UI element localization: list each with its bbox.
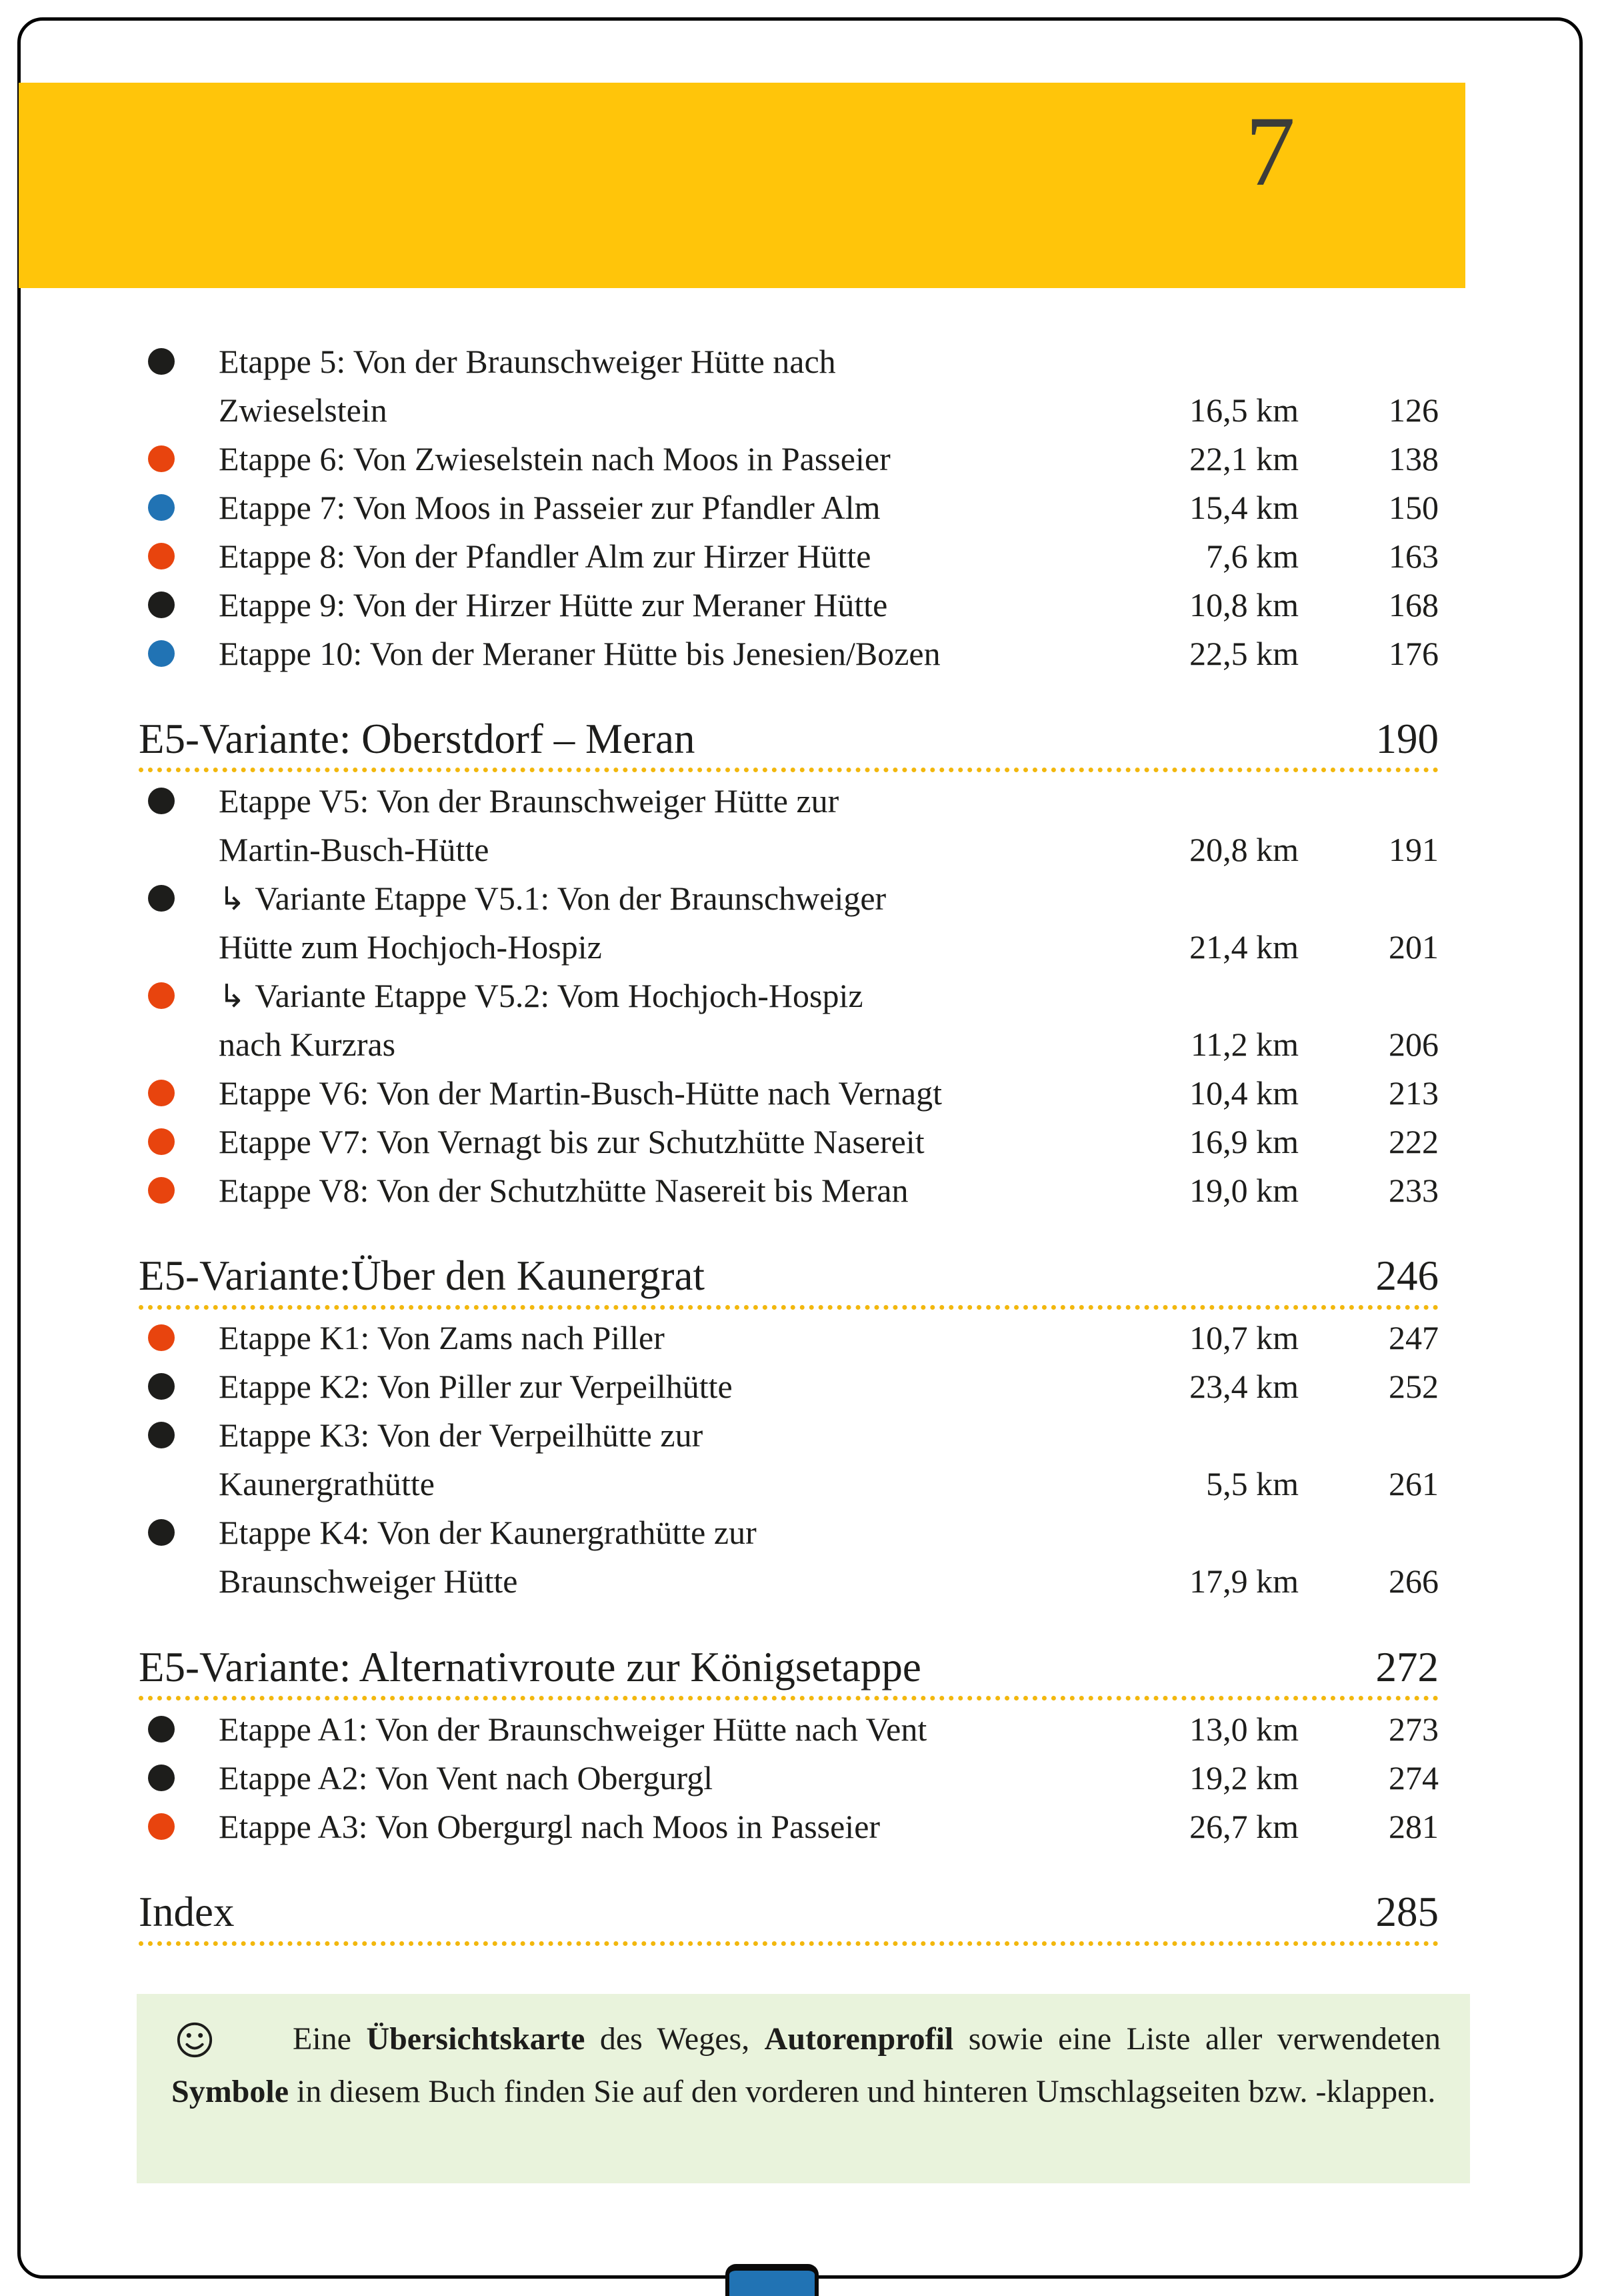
bullet-cell [148,348,219,375]
page-ref: 126 [1389,391,1439,429]
distance-value: 26,7 km [1189,1807,1299,1845]
page-ref: 150 [1389,488,1439,526]
stage-bullet-red [148,445,175,472]
toc-entry-line [0,1704,1600,1753]
stage-title: Etappe V6: Von der Martin-Busch-Hütte nach Vernagt [219,1074,942,1112]
page-ref: 266 [1389,1562,1439,1600]
distance-value: 11,2 km [1190,1025,1299,1063]
toc-entry-line [0,385,1600,434]
stage-title: Etappe V5: Von der Braunschweiger Hütte zur [219,782,839,820]
stage-bullet-red [148,1177,175,1204]
distance-value: 19,2 km [1189,1759,1299,1797]
bullet-cell [148,1128,219,1155]
page-ref: 274 [1389,1759,1439,1797]
page-number-display: 7 [1245,96,1295,207]
stage-title: Etappe 8: Von der Pfandler Alm zur Hirzer Hütte [219,537,871,575]
stage-title: Etappe K1: Von Zams nach Piller [219,1319,665,1357]
stage-title: Hütte zum Hochjoch-Hospiz [219,928,602,966]
stage-title: Etappe A2: Von Vent nach Obergurgl [219,1759,713,1797]
stage-bullet-black [148,592,175,618]
stage-title: Etappe V7: Von Vernagt bis zur Schutzhütte Nasereit [219,1122,925,1160]
bullet-cell [148,1373,219,1400]
page-ref: 233 [1389,1171,1439,1209]
toc-entry-line [0,1411,1600,1460]
stage-bullet-blue [148,640,175,667]
stage-title: Etappe K4: Von der Kaunergrathütte zur [219,1514,757,1552]
page-ref: 206 [1389,1025,1439,1063]
info-text-segment: Eine [293,2021,367,2057]
distance-value: 13,0 km [1189,1710,1299,1748]
distance-value: 17,9 km [1189,1562,1299,1600]
section-heading [139,715,1439,772]
variant-arrow-icon: ↳ [219,977,246,1015]
stage-bullet-black [148,1765,175,1791]
bullet-cell [148,1765,219,1791]
stage-title: Etappe 10: Von der Meraner Hütte bis Jenesien/Bozen [219,634,941,672]
info-text-bold: Übersichtskarte [366,2021,585,2057]
page-ref: 261 [1389,1465,1439,1503]
distance-value: 21,4 km [1189,928,1299,966]
dotted-leader [139,1305,1439,1310]
toc-entry-line [0,337,1600,385]
distance-value: 23,4 km [1189,1368,1299,1406]
toc-entry-line [0,434,1600,483]
dotted-leader [139,768,1439,772]
toc [0,337,1600,1950]
toc-entry-line [0,629,1600,678]
bullet-cell [148,1324,219,1351]
distance-value: 15,4 km [1189,488,1299,526]
stage-bullet-red [148,1128,175,1155]
stage-bullet-red [148,543,175,569]
toc-entry-line [0,1314,1600,1362]
section-heading-page: 285 [1375,1889,1439,1936]
page-ref: 138 [1389,439,1439,477]
toc-entry-line [0,1557,1600,1606]
header-band [19,83,1465,288]
stage-title: Etappe 5: Von der Braunschweiger Hütte nach [219,342,836,380]
stage-title: Braunschweiger Hütte [219,1562,518,1600]
section-heading [139,1252,1439,1309]
distance-value: 5,5 km [1206,1465,1299,1503]
page-ref: 273 [1389,1710,1439,1748]
stage-title: ↳ Variante Etappe V5.2: Vom Hochjoch-Hospiz [219,976,863,1015]
distance-value: 10,4 km [1189,1074,1299,1112]
toc-entry-line [0,922,1600,971]
distance-value: 16,9 km [1189,1122,1299,1160]
info-text-segment: sowie eine Liste aller verwendeten [953,2021,1441,2057]
stage-title: nach Kurzras [219,1025,396,1063]
page-ref: 176 [1389,634,1439,672]
toc-entry-line [0,825,1600,874]
bullet-cell [148,1519,219,1546]
bullet-cell [148,788,219,814]
page-ref: 163 [1389,537,1439,575]
page-ref: 247 [1389,1319,1439,1357]
section-heading [139,1888,1439,1945]
info-text-segment: in diesem Buch finden Sie auf den vorderen und hinteren Umschlagseiten bzw. -klappen. [289,2074,1436,2109]
bullet-cell [148,1080,219,1106]
info-text-bold: Autorenprofil [764,2021,954,2057]
variant-arrow-icon: ↳ [219,880,246,918]
bullet-cell [148,445,219,472]
info-text [171,2021,1441,2109]
stage-title: Etappe A3: Von Obergurgl nach Moos in Passeier [219,1807,881,1845]
stage-title: Kaunergrathütte [219,1465,435,1503]
bullet-cell [148,1422,219,1448]
stage-bullet-blue [148,494,175,521]
page-ref: 281 [1389,1807,1439,1845]
stage-bullet-black [148,1716,175,1743]
page-ref: 191 [1389,830,1439,868]
distance-value: 22,1 km [1189,439,1299,477]
stage-title: Etappe 7: Von Moos in Passeier zur Pfandler Alm [219,488,881,526]
bullet-cell [148,1813,219,1840]
stage-bullet-black [148,1519,175,1546]
info-text-bold: Symbole [171,2074,289,2109]
page-ref: 201 [1389,928,1439,966]
distance-value: 22,5 km [1189,634,1299,672]
bullet-cell [148,1716,219,1743]
toc-entry-line [0,1460,1600,1508]
page-ref: 252 [1389,1368,1439,1406]
toc-entry-line [0,971,1600,1020]
section-heading-label: E5-Variante: Oberstdorf – Meran [139,716,695,762]
toc-entry-line [0,1802,1600,1851]
stage-title: Etappe V8: Von der Schutzhütte Nasereit bis Meran [219,1171,909,1209]
distance-value: 19,0 km [1189,1171,1299,1209]
toc-entry-line [0,1362,1600,1411]
bullet-cell [148,494,219,521]
dotted-leader [139,1941,1439,1946]
section-heading-page: 246 [1375,1252,1439,1300]
page-ref: 213 [1389,1074,1439,1112]
stage-bullet-black [148,885,175,912]
section-heading-page: 190 [1375,716,1439,762]
distance-value: 7,6 km [1206,537,1299,575]
stage-bullet-red [148,982,175,1009]
toc-entry-line [0,776,1600,825]
bullet-cell [148,982,219,1009]
toc-entry-line [0,580,1600,629]
distance-value: 10,8 km [1189,586,1299,624]
section-heading-label: Index [139,1889,235,1936]
dotted-leader [139,1696,1439,1700]
page-ref: 168 [1389,586,1439,624]
toc-entry-line [0,1508,1600,1557]
page-ref: 222 [1389,1122,1439,1160]
stage-bullet-black [148,1422,175,1448]
section-heading-label: E5-Variante: Alternativroute zur Königsetappe [139,1643,921,1690]
stage-title: Etappe K3: Von der Verpeilhütte zur [219,1416,703,1454]
bullet-cell [148,543,219,569]
toc-entry-line [0,1020,1600,1068]
info-text-segment: des Weges, [585,2021,765,2057]
stage-title: Zwieselstein [219,391,387,429]
section-heading-page: 272 [1375,1643,1439,1690]
stage-title: Martin-Busch-Hütte [219,830,489,868]
distance-value: 10,7 km [1189,1319,1299,1357]
smiley-icon [175,2021,214,2059]
stage-title: Etappe A1: Von der Braunschweiger Hütte nach Vent [219,1710,927,1748]
stage-bullet-red [148,1813,175,1840]
toc-entry-line [0,531,1600,580]
distance-value: 16,5 km [1189,391,1299,429]
stage-title: ↳ Variante Etappe V5.1: Von der Braunschweiger [219,879,887,918]
toc-entry-line [0,874,1600,922]
stage-bullet-black [148,788,175,814]
section-heading-label: E5-Variante:Über den Kaunergrat [139,1252,705,1300]
section-heading [139,1643,1439,1700]
bottom-tab-artifact [725,2264,819,2296]
distance-value: 20,8 km [1189,830,1299,868]
stage-bullet-black [148,348,175,375]
stage-bullet-black [148,1373,175,1400]
toc-entry-line [0,1166,1600,1214]
toc-entry-line [0,1117,1600,1166]
stage-title: Etappe 6: Von Zwieselstein nach Moos in Passeier [219,439,891,477]
toc-entry-line [0,483,1600,531]
info-box [137,1994,1470,2183]
stage-bullet-red [148,1324,175,1351]
stage-title: Etappe 9: Von der Hirzer Hütte zur Meraner Hütte [219,586,888,624]
toc-entry-line [0,1068,1600,1117]
bullet-cell [148,640,219,667]
stage-bullet-red [148,1080,175,1106]
bullet-cell [148,1177,219,1204]
bullet-cell [148,592,219,618]
bullet-cell [148,885,219,912]
stage-title: Etappe K2: Von Piller zur Verpeilhütte [219,1368,733,1406]
toc-entry-line [0,1753,1600,1802]
